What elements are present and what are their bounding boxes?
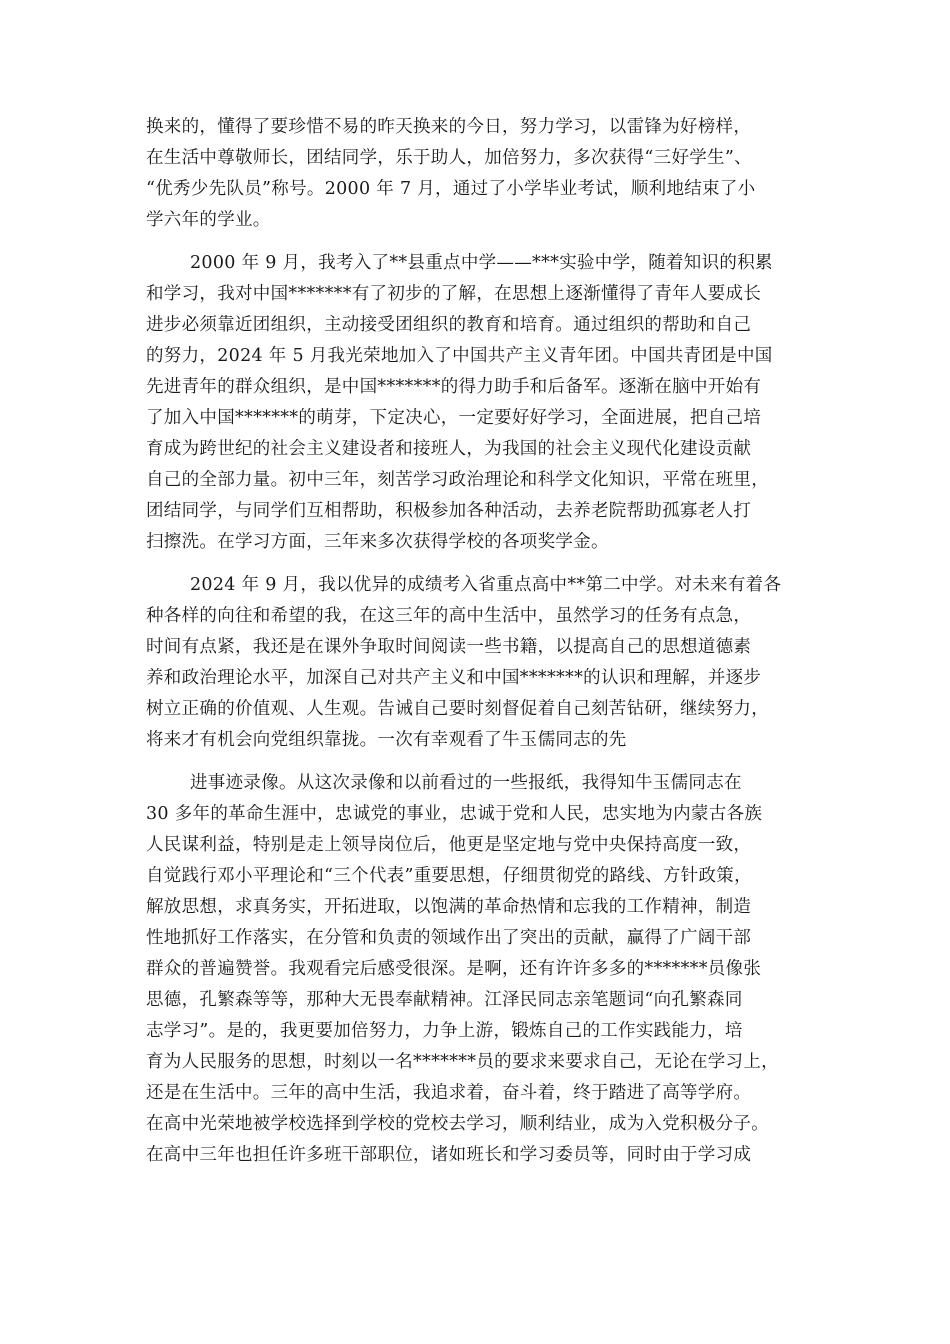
text-line: 进事迹录像。从这次录像和以前看过的一些报纸，我得知牛玉儒同志在: [190, 773, 742, 793]
paragraph-primary-school: [146, 112, 816, 236]
text-line: 还是在生活中。三年的高中生活，我追求着，奋斗着，终于踏进了高等学府。: [146, 1083, 752, 1103]
text-line: 自己的全部力量。初中三年，刻苦学习政治理论和科学文化知识，平常在班里，: [146, 470, 769, 490]
text-line: 进步必须靠近团组织，主动接受团组织的教育和培育。通过组织的帮助和自己: [146, 315, 752, 335]
text-line: 在高中三年也担任许多班干部职位，诸如班长和学习委员等，同时由于学习成: [146, 1145, 752, 1165]
text-line: 30 多年的革命生涯中，忠诚党的事业，忠诚于党和人民，忠实地为内蒙古各族: [146, 804, 763, 824]
text-line: 育成为跨世纪的社会主义建设者和接班人，为我国的社会主义现代化建设贡献: [146, 439, 752, 459]
text-line: 性地抓好工作落实，在分管和负责的领域作出了突出的贡献，赢得了广阔干部: [146, 928, 752, 948]
text-line: 换来的，懂得了要珍惜不易的昨天换来的今日，努力学习，以雷锋为好榜样，: [146, 117, 752, 137]
text-line: 将来才有机会向党组织靠拢。一次有幸观看了牛玉儒同志的先: [146, 730, 627, 750]
text-line: 在生活中尊敬师长，团结同学，乐于助人，加倍努力，多次获得“三好学生”、: [146, 148, 752, 168]
text-line: 育为人民服务的思想，时刻以一名*******员的要求来要求自己，无论在学习上，: [146, 1052, 779, 1072]
text-line: 群众的普遍赞誉。我观看完后感受很深。是啊，还有许许多多的*******员像张: [146, 959, 762, 979]
text-line: “优秀少先队员”称号。2000 年 7 月，通过了小学毕业考试，顺利地结束了小: [146, 179, 756, 199]
text-line: 团结同学，与同学们互相帮助，积极参加各种活动，去养老院帮助孤寡老人打: [146, 501, 752, 521]
document-body: [146, 112, 816, 1171]
text-line: 解放思想，求真务实，开拓进取，以饱满的革命热情和忘我的工作精神，制造: [146, 897, 752, 917]
text-line: 2024 年 9 月，我以优异的成绩考入省重点高中**第二中学。对未来有着各: [190, 575, 782, 595]
text-line: 养和政治理论水平，加深自己对共产主义和中国*******的认识和理解，并逐步: [146, 668, 762, 688]
text-line: 的努力，2024 年 5 月我光荣地加入了中国共产主义青年团。中国共青团是中国: [146, 346, 773, 366]
text-line: 学六年的学业。: [146, 210, 271, 230]
paragraph-high-school: [146, 570, 816, 756]
text-line: 了加入中国*******的萌芽，下定决心，一定要好好学习，全面进展，把自己培: [146, 408, 762, 428]
text-line: 自觉践行邓小平理论和“三个代表”重要思想，仔细贯彻党的路线、方针政策，: [146, 866, 752, 886]
text-line: 树立正确的价值观、人生观。告诫自己要时刻督促着自己刻苦钻研，继续努力，: [146, 699, 769, 719]
text-line: 思德，孔繁森等等，那种大无畏奉献精神。江泽民同志亲笔题词“向孔繁森同: [146, 990, 743, 1010]
paragraph-role-model: [146, 768, 816, 1171]
text-line: 2000 年 9 月，我考入了**县重点中学——***实验中学，随着知识的积累: [190, 253, 773, 273]
text-line: 在高中光荣地被学校选择到学校的党校去学习，顺利结业，成为入党积极分子。: [146, 1114, 769, 1134]
paragraph-middle-school: [146, 248, 816, 558]
text-line: 志学习”。是的，我更要加倍努力，力争上游，锻炼自己的工作实践能力，培: [146, 1021, 743, 1041]
text-line: 先进青年的群众组织，是中国*******的得力助手和后备军。逐渐在脑中开始有: [146, 377, 762, 397]
text-line: 种各样的向往和希望的我，在这三年的高中生活中，虽然学习的任务有点急，: [146, 606, 752, 626]
text-line: 扫擦洗。在学习方面，三年来多次获得学校的各项奖学金。: [146, 532, 609, 552]
text-line: 和学习，我对中国*******有了初步的了解，在思想上逐渐懂得了青年人要成长: [146, 284, 762, 304]
text-line: 人民谋利益，特别是走上领导岗位后，他更是坚定地与党中央保持高度一致，: [146, 835, 752, 855]
text-line: 时间有点紧，我还是在课外争取时间阅读一些书籍，以提高自己的思想道德素: [146, 637, 752, 657]
